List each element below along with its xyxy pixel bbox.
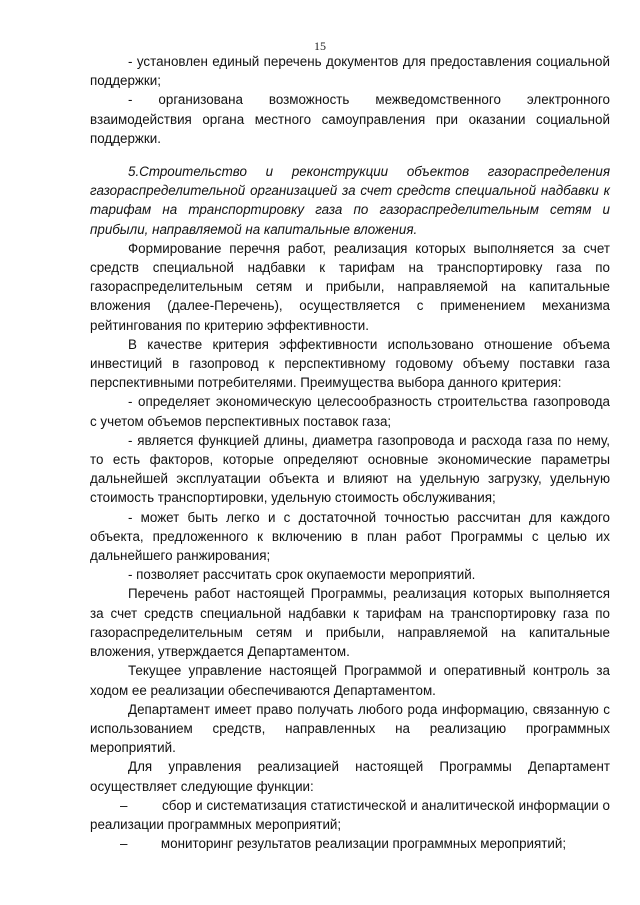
paragraph: - позволяет рассчитать срок окупаемости мероприятий. — [128, 567, 476, 583]
paragraph: Текущее управление настоящей Программой и оперативный контроль за ходом ее реализации обеспечиваются Департаментом. — [90, 663, 610, 698]
dash-list-item: – мониторинг результатов реализации программных мероприятий; — [120, 836, 567, 852]
dash-list-item: – сбор и систематизация статистической и аналитической информации о реализации программных мероприятий; — [90, 797, 610, 832]
paragraph: В качестве критерия эффективности использовано отношение объема инвестиций в газопровод к перспективному годовому объему поставки газа перспективными потребителями. Преимущества выбора данного критерия: — [90, 336, 610, 391]
paragraph: Перечень работ настоящей Программы, реализация которых выполняется за счет средств специальной надбавки к тарифам на транспортировку газа по газораспределительным сетям и прибыли, направляемой на капитальные вложения, утверждается Департаментом. — [90, 586, 610, 660]
paragraph: - организована возможность межведомственного электронного взаимодействия органа местного самоуправления при оказании социальной поддержки. — [90, 92, 610, 146]
paragraph: Департамент имеет право получать любого рода информацию, связанную с использованием средств, направленных на реализацию программных мероприятий. — [90, 701, 610, 756]
paragraph: - является функцией длины, диаметра газопровода и расхода газа по нему, то есть факторов, которые определяют основные экономические параметры дальнейшей эксплуатации объекта и влияют на удельную загрузку, удельную стоимость транспортировки, удельную стоимость обслуживания; — [90, 432, 610, 506]
document-body — [90, 52, 610, 853]
page-number: 15 — [314, 39, 326, 53]
paragraph: - установлен единый перечень документов для предоставления социальной поддержки; — [90, 54, 610, 89]
paragraph: - определяет экономическую целесообразность строительства газопровода с учетом объемов перспективных поставок газа; — [90, 394, 610, 429]
paragraph: - может быть легко и с достаточной точностью рассчитан для каждого объекта, предложенного к включению в план работ Программы с целью их дальнейшего ранжирования; — [90, 509, 610, 564]
paragraph: Формирование перечня работ, реализация которых выполняется за счет средств специальной надбавки к тарифам на транспортировку газа по газораспределительным сетям и прибыли, направляемой на капитальные вложения (далее-Перечень), осуществляется с применением механизма рейтингования по критерию эффективности. — [90, 240, 610, 333]
section-heading: 5.Строительство и реконструкции объектов газораспределения газораспределительной организацией за счет средств специальной надбавки к тарифам на транспортировку газа по газораспределительным сетям и прибыли, направляемой на капитальные вложения. — [90, 164, 610, 237]
paragraph: Для управления реализацией настоящей Программы Департамент осуществляет следующие функции: — [90, 759, 610, 794]
